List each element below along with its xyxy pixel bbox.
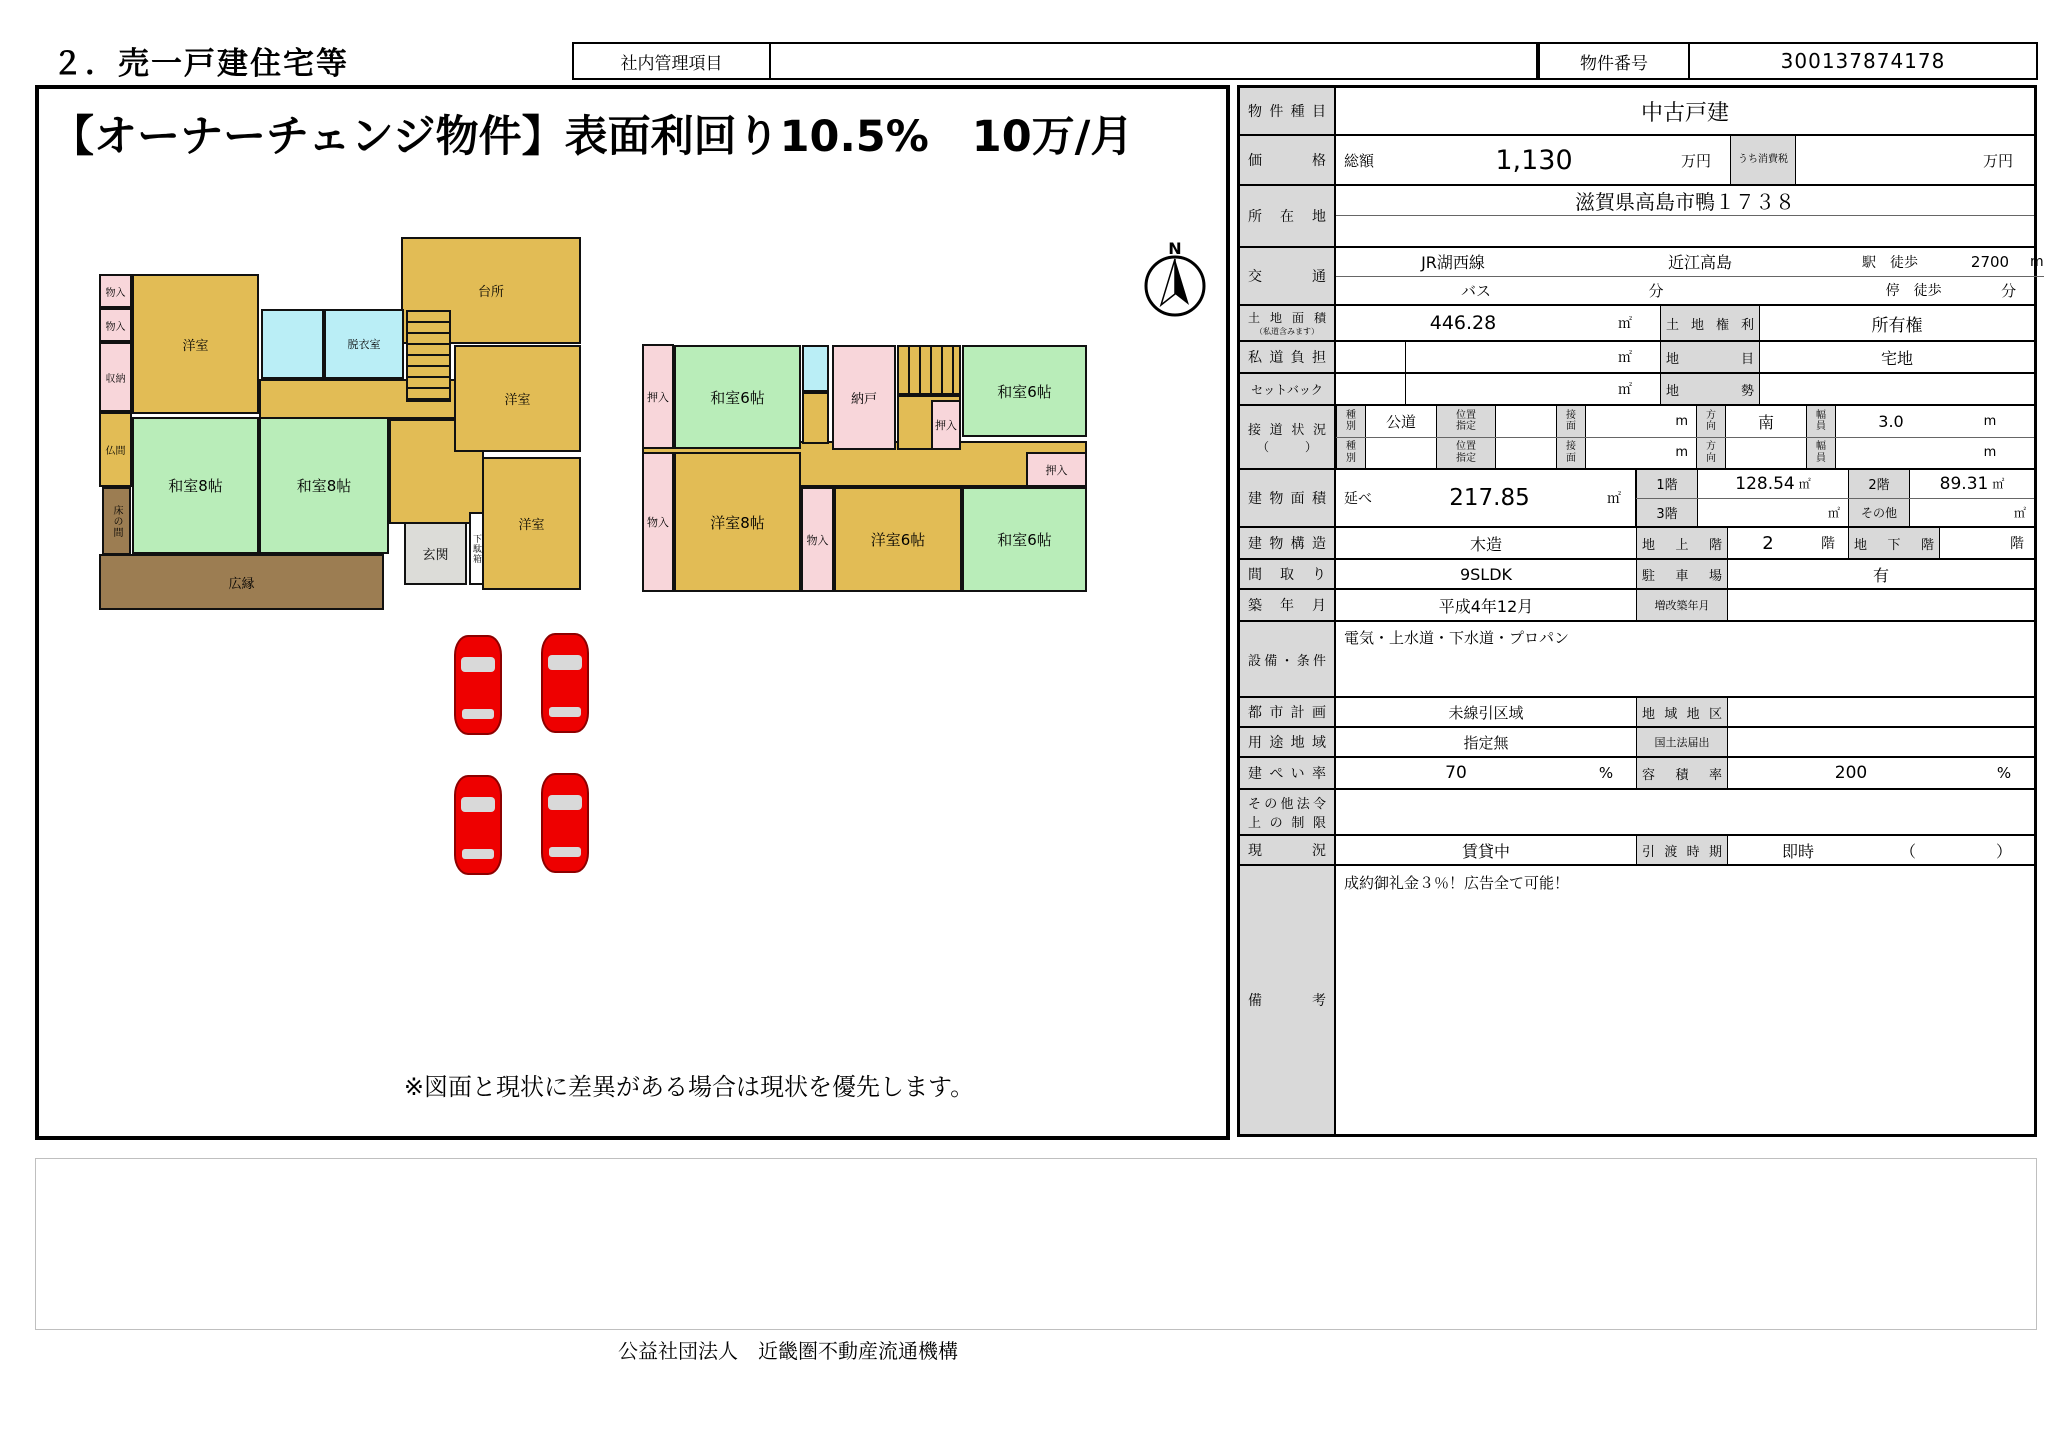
property-number-box: [1538, 42, 2038, 80]
land-category-label: 地目: [1666, 351, 1754, 367]
car-icon: [454, 775, 502, 875]
district-label: 地域地区: [1642, 706, 1722, 722]
coverage-label: 建ぺい率: [1248, 766, 1326, 782]
floor1-area: 128.54: [1735, 473, 1795, 494]
room-oshiire-w: 押入: [642, 344, 674, 449]
renovation-label: 増改築年月: [1654, 599, 1710, 612]
price-tax-label: うち消費税: [1738, 154, 1788, 166]
use-district-label: 用途地域: [1248, 735, 1326, 751]
floorplan-panel: [35, 85, 1230, 1140]
price-label: 価格: [1248, 153, 1326, 169]
land-category-value: 宅地: [1880, 348, 1913, 368]
land-rights-value: 所有権: [1871, 315, 1923, 336]
room-hiroen: 広縁: [99, 554, 384, 610]
road2-width-m: m: [1983, 445, 1997, 461]
property-type-value: 中古戸建: [1640, 100, 1729, 126]
room-oshiire-top: 押入: [931, 400, 961, 450]
row-use-district: [1240, 728, 2034, 758]
row-property-type: [1240, 88, 2034, 136]
access-stop-label: 停 徒歩: [1885, 283, 1942, 300]
room-yoshitsu6: 洋室6帖: [834, 487, 962, 592]
national-land-label: 国土法届出: [1654, 736, 1710, 749]
room-yoshitsu8: 洋室8帖: [674, 452, 801, 592]
price-amount: 1,130: [1495, 144, 1573, 176]
other-floor-unit: ㎡: [2013, 505, 2026, 520]
building-area-total: 217.85: [1449, 485, 1530, 511]
access-stop-min: 分: [2001, 281, 2017, 300]
room-yoshitsu-nw: 洋室: [132, 274, 259, 414]
terrain-label: 地勢: [1666, 383, 1754, 399]
coverage-pct: %: [1598, 764, 1614, 782]
other-laws-label-1: その他法令: [1248, 797, 1326, 812]
headline: 【オーナーチェンジ物件】表面利回り10.5% 10万/月: [51, 112, 1134, 162]
use-district-value: 指定無: [1463, 733, 1509, 752]
floor1-area-unit: ㎡: [1798, 477, 1811, 492]
city-planning-value: 未線引区域: [1448, 703, 1524, 722]
delivery-label: 引渡時期: [1642, 844, 1722, 860]
floor2-area-unit: ㎡: [1992, 477, 2005, 492]
building-area-unit: ㎡: [1607, 491, 1621, 507]
floor1-label: 1階: [1656, 478, 1678, 494]
access-label: 交通: [1248, 269, 1326, 285]
road1-frontage-label: 接面: [1566, 409, 1576, 433]
room-butsuma: 仏間: [99, 412, 132, 487]
city-planning-label: 都市計画: [1248, 705, 1326, 721]
setback-unit: ㎡: [1618, 382, 1632, 398]
page-title: ２．売一戸建住宅等: [52, 46, 349, 82]
road1-direction-label: 方向: [1706, 409, 1716, 433]
land-rights-label: 土地権利: [1666, 317, 1754, 333]
property-number-label: 物件番号: [1540, 44, 1690, 78]
above-ground-value: 2: [1762, 532, 1774, 554]
building-area-label: 建物面積: [1248, 491, 1326, 507]
delivery-value: 即時: [1781, 841, 1814, 861]
access-bus: バス: [1460, 281, 1491, 300]
district-value: [1728, 698, 2034, 726]
room-yoshitsu-mid: 洋室: [454, 345, 581, 452]
room-getabako: 下駄箱: [469, 512, 484, 585]
built-date-value: 平成4年12月: [1438, 596, 1534, 616]
road1-direction-value: 南: [1757, 412, 1774, 432]
road2-type-label: 種別: [1346, 441, 1356, 464]
road1-width-label: 幅員: [1816, 409, 1826, 433]
row-layout: [1240, 560, 2034, 590]
parking-value: 有: [1872, 565, 1889, 585]
road1-frontage-m: m: [1675, 413, 1688, 429]
internal-management-label: 社内管理項目: [574, 44, 771, 78]
road1-type-label: 種別: [1346, 409, 1356, 433]
room-monoire-mid: 物入: [801, 487, 834, 592]
row-land-area: [1240, 306, 2034, 342]
coverage-value: 70: [1445, 763, 1467, 783]
access-distance: 2700: [1970, 252, 2010, 271]
floor2-area: 89.31: [1939, 473, 1989, 494]
car-icon: [541, 773, 589, 873]
private-road-unit: ㎡: [1618, 350, 1632, 366]
delivery-paren-open: （: [1899, 841, 1916, 861]
car-icon: [541, 633, 589, 733]
row-facilities: [1240, 622, 2034, 698]
structure-value: 木造: [1469, 534, 1502, 554]
other-floor-label: その他: [1860, 505, 1897, 520]
road1-designation-value: [1496, 406, 1556, 437]
national-land-value: [1728, 728, 2034, 756]
access-walk-label: 駅 徒歩: [1862, 254, 1918, 271]
row-city-planning: [1240, 698, 2034, 728]
remarks-label: 備考: [1248, 993, 1326, 1009]
room-yoshitsu-se: 洋室: [482, 457, 581, 590]
road-contact-label: 接道状況: [1248, 423, 1326, 438]
compass-icon: [1139, 239, 1211, 319]
price-tax-unit: 万円: [1982, 151, 2013, 170]
land-area-sublabel: （私道含みます）: [1255, 327, 1319, 336]
land-area-label: 土地面積: [1248, 311, 1326, 325]
road1-type-value: 公道: [1385, 412, 1416, 431]
row-structure: [1240, 528, 2034, 560]
stairs-2f: [897, 345, 961, 395]
room-kitchen: 台所: [401, 237, 581, 344]
row-coverage: [1240, 758, 2034, 790]
land-area-unit: ㎡: [1618, 316, 1632, 332]
floor2-label: 2階: [1868, 478, 1890, 494]
row-remarks: [1240, 866, 2034, 1134]
far-pct: %: [1996, 764, 2012, 782]
row-address: [1240, 186, 2034, 248]
plan-note: ※図面と現状に差異がある場合は現状を優先します。: [403, 1073, 975, 1101]
structure-label: 建物構造: [1248, 536, 1326, 552]
compass-n-label: N: [1168, 239, 1182, 258]
floor3-area-unit: ㎡: [1827, 505, 1840, 520]
road2-frontage-m: m: [1675, 445, 1688, 461]
property-type-label: 物件種目: [1248, 104, 1326, 120]
road1-designation-label: 位置指定: [1456, 409, 1476, 433]
access-line: JR湖西線: [1421, 253, 1485, 273]
row-road-contact: [1240, 406, 2034, 470]
room-bath: [261, 309, 324, 379]
row-setback: [1240, 374, 2034, 406]
delivery-paren-close: ）: [1995, 841, 2012, 861]
terrain-value: [1760, 374, 2034, 404]
room-closet-monoire: 物入: [99, 274, 132, 308]
other-laws-label-2: 上の制限: [1248, 816, 1326, 831]
room-genkan: 玄関: [404, 522, 467, 585]
room-closet-monoire: 物入: [99, 308, 132, 342]
building-area-nobe: 延べ: [1344, 491, 1372, 507]
road1-width-value: 3.0: [1878, 411, 1904, 431]
row-private-road: [1240, 342, 2034, 374]
internal-management-box: [572, 42, 1538, 80]
above-ground-label: 地上階: [1642, 537, 1722, 553]
address-label: 所在地: [1248, 209, 1326, 225]
built-date-label: 築年月: [1248, 598, 1326, 614]
road2-designation-label: 位置指定: [1456, 441, 1476, 464]
road1-width-m: m: [1983, 413, 1997, 429]
current-status-value: 賃貸中: [1461, 841, 1510, 861]
address-value: 滋賀県高島市鴨１７３８: [1336, 186, 2034, 216]
far-value: 200: [1834, 763, 1868, 783]
row-other-laws: [1240, 790, 2034, 836]
road2-width-value: [1836, 438, 1946, 469]
row-access: [1240, 248, 2044, 306]
price-prefix: 総額: [1344, 151, 1375, 170]
room-washitsu8-w: 和室8帖: [132, 417, 259, 554]
setback-label: セットバック: [1251, 382, 1323, 397]
road2-type-value: [1366, 438, 1436, 469]
address-value-2: [1336, 216, 2034, 246]
floor3-label: 3階: [1656, 506, 1678, 522]
private-road-label: 私道負担: [1248, 350, 1326, 366]
access-m: m: [2030, 253, 2044, 270]
road2-direction-label: 方向: [1706, 441, 1716, 464]
footer-organization: 公益社団法人 近畿圏不動産流通機構: [618, 1339, 958, 1363]
parking-label: 駐車場: [1642, 568, 1722, 584]
far-label: 容積率: [1642, 767, 1722, 783]
room-toilet: [802, 345, 829, 392]
land-area-value: 446.28: [1429, 312, 1497, 334]
row-current-status: [1240, 836, 2034, 866]
room-oshiire-e: 押入: [1026, 452, 1087, 487]
property-detail-table: [1237, 85, 2044, 1137]
road2-direction-value: [1726, 438, 1806, 469]
access-bus-min: 分: [1648, 281, 1664, 300]
car-icon: [454, 635, 502, 735]
room-monoire-w: 物入: [642, 452, 674, 592]
hallway-2f: [802, 392, 829, 444]
room-washitsu6-nw: 和室6帖: [674, 345, 801, 449]
road-contact-paren: （ ）: [1256, 440, 1317, 454]
row-building-area: [1240, 470, 2034, 528]
price-unit: 万円: [1680, 151, 1711, 170]
below-ground-label: 地下階: [1854, 537, 1934, 553]
layout-label: 間取り: [1248, 567, 1326, 583]
row-price: [1240, 136, 2034, 186]
room-washitsu8-e: 和室8帖: [259, 417, 389, 554]
row-built-date: [1240, 590, 2034, 622]
room-tokonoma: 床の間: [102, 487, 131, 555]
facilities-label: 設備・条件: [1248, 653, 1326, 669]
blank-notes-area: [35, 1158, 2037, 1330]
facilities-value: 電気・上水道・下水道・プロパン: [1344, 629, 1570, 647]
other-laws-value: [1336, 790, 2034, 834]
room-washitsu6-se: 和室6帖: [962, 487, 1087, 592]
property-number-value: 300137874178: [1780, 49, 1946, 73]
remarks-value: 成約御礼金３％！広告全て可能！: [1344, 874, 1570, 892]
road2-frontage-label: 接面: [1566, 441, 1576, 464]
room-nando: 納戸: [832, 345, 896, 450]
room-datsuishitsu: 脱衣室: [324, 309, 404, 379]
stairs-1f: [406, 310, 451, 402]
below-ground-kai: 階: [2010, 536, 2024, 552]
above-ground-kai: 階: [1821, 536, 1835, 552]
layout-value: 9SLDK: [1459, 564, 1513, 584]
renovation-value: [1728, 590, 2034, 620]
road2-designation-value: [1496, 438, 1556, 469]
road2-width-label: 幅員: [1816, 441, 1826, 464]
current-status-label: 現況: [1248, 843, 1326, 859]
room-washitsu6-ne: 和室6帖: [962, 345, 1087, 437]
room-closet-shuno: 収納: [99, 342, 132, 412]
price-tax-value: [1796, 136, 1962, 184]
internal-management-value: [771, 44, 1536, 78]
access-station: 近江高島: [1667, 253, 1732, 273]
